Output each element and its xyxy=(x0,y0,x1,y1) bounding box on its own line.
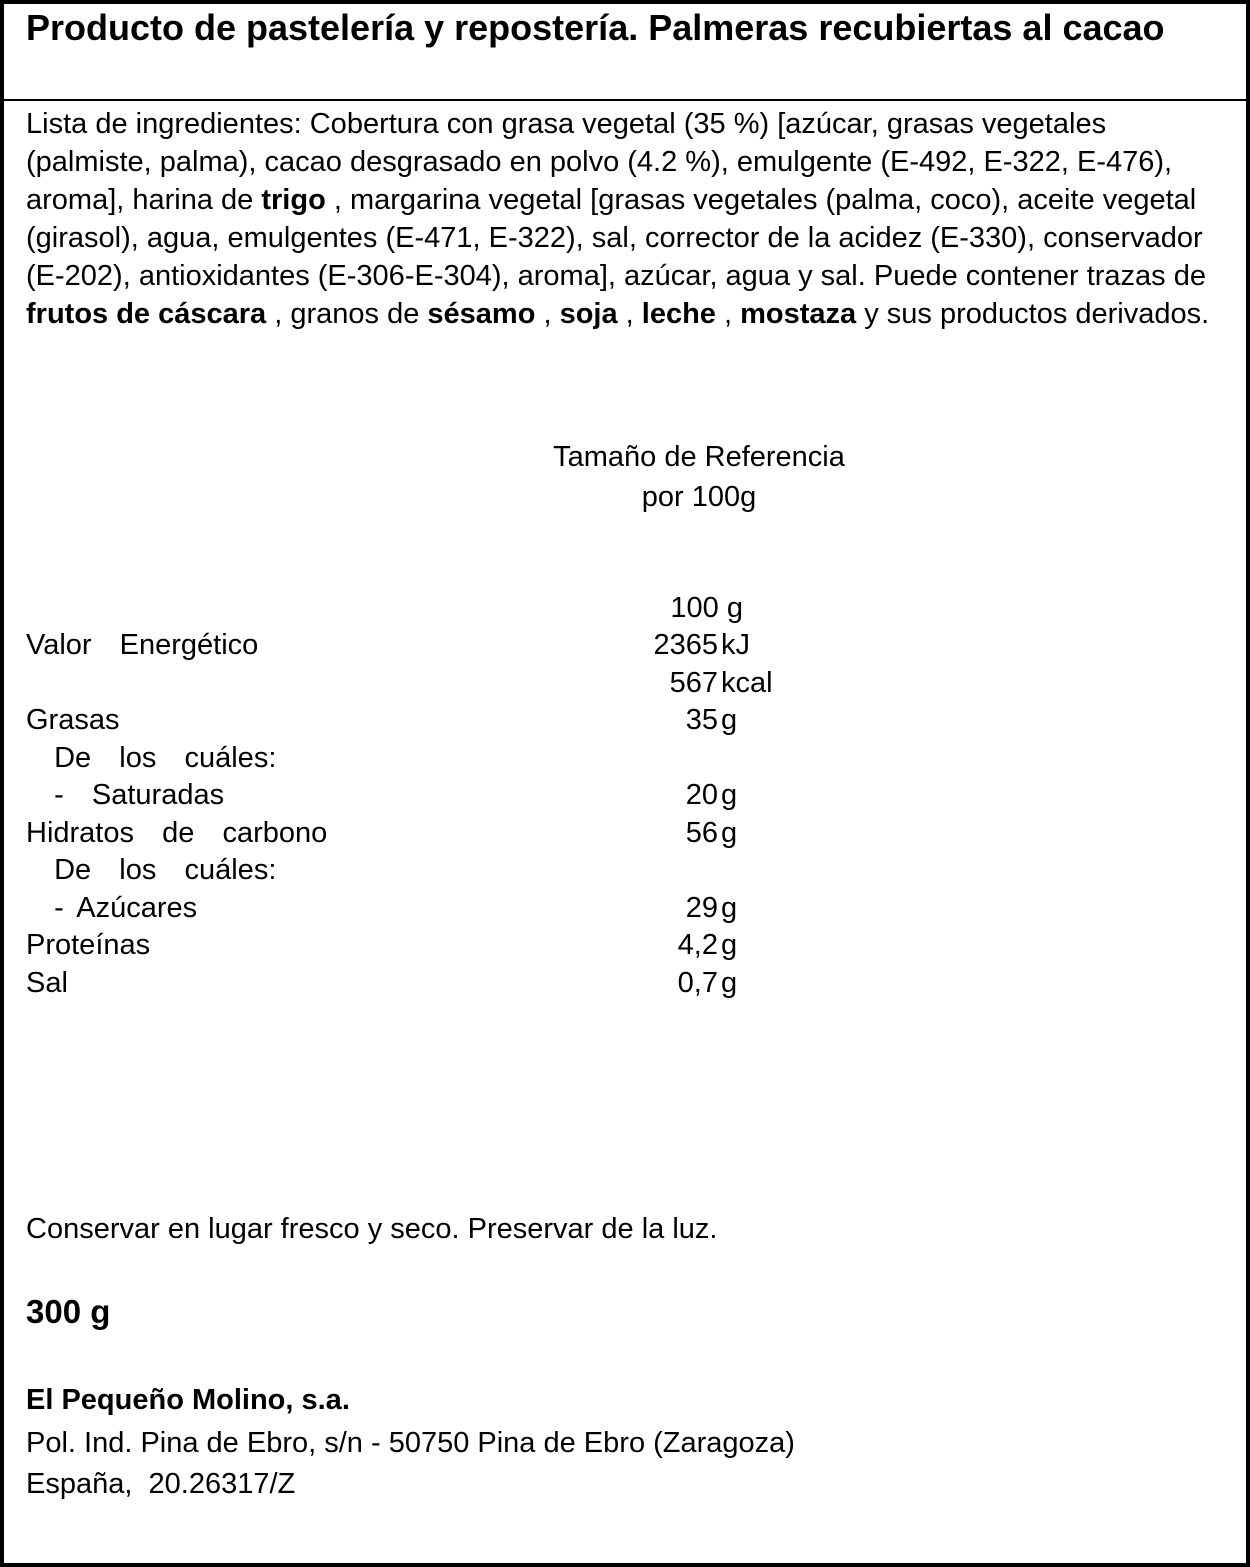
nutrition-row-unit: g xyxy=(721,817,738,849)
manufacturer-name: El Pequeño Molino, s.a. xyxy=(26,1384,350,1416)
nutrition-row-label: Proteínas xyxy=(26,929,151,961)
ingredient-text: , margarina vegetal [grasas vegetales (palma, coco), aceite vegetal (girasol), agua, emulgentes (E-471, E-322), sal, corrector de la acidez (E-330), conservador (E-202), antioxidantes (E-306-E-304), aroma], azúcar, agua y sal. Puede contener trazas de xyxy=(26,184,1206,292)
nutrition-row-unit: g xyxy=(721,704,738,736)
nutrition-row-value: 4,2 xyxy=(677,929,718,961)
nutrition-row-unit: kJ xyxy=(721,629,750,661)
nutrition-row-unit: g xyxy=(721,892,738,924)
storage-instructions: Conservar en lugar fresco y seco. Preservar de la luz. xyxy=(26,1213,718,1245)
allergen-text: mostaza xyxy=(740,298,857,330)
nutrition-row-value: 35 xyxy=(685,704,718,736)
nutrition-row-value: 29 xyxy=(685,892,718,924)
ingredient-text: , xyxy=(617,298,642,330)
nutrition-row-value: 2365 xyxy=(653,629,718,661)
nutrition-row-label: De los cuáles: xyxy=(26,854,277,886)
nutrition-row-unit: g xyxy=(721,929,738,961)
nutrition-row-value: 0,7 xyxy=(677,967,718,999)
ingredient-text: y sus productos derivados. xyxy=(856,298,1210,330)
nutrition-row-label: Grasas xyxy=(26,704,120,736)
allergen-text: sésamo xyxy=(427,298,536,330)
nutrition-row-label: De los cuáles: xyxy=(26,742,277,774)
ingredients-text xyxy=(26,105,1226,333)
nutrition-row-unit: g xyxy=(721,967,738,999)
nutrition-row-value: 56 xyxy=(685,817,718,849)
nutrition-row-unit: g xyxy=(721,779,738,811)
reference-size-label: Tamaño de Referencia xyxy=(553,441,845,473)
nutrition-row-label: - Saturadas xyxy=(26,779,225,811)
manufacturer-address: Pol. Ind. Pina de Ebro, s/n - 50750 Pina de Ebro (Zaragoza) xyxy=(26,1427,795,1459)
allergen-text: leche xyxy=(641,298,716,330)
nutrition-row-label: - Azúcares xyxy=(26,892,198,924)
net-weight: 300 g xyxy=(26,1293,111,1330)
nutrition-row-label: Hidratos de carbono xyxy=(26,817,328,849)
nutrition-row-unit: kcal xyxy=(721,667,773,699)
ingredient-text: , xyxy=(535,298,560,330)
manufacturer-country-reg: España, 20.26317/Z xyxy=(26,1468,296,1500)
nutrition-row-label: Sal xyxy=(26,967,68,999)
product-title: Producto de pastelería y repostería. Palmeras recubiertas al cacao xyxy=(26,7,1165,48)
allergen-text: trigo xyxy=(261,184,326,216)
ingredient-text: , xyxy=(715,298,741,330)
nutrition-row-value: 567 xyxy=(669,667,718,699)
ingredient-text: Lista de ingredientes: Cobertura con grasa vegetal (35 %) [azúcar, grasas vegetales (palmiste, palma), cacao desgrasado en polvo (4.2 %), emulgente (E-492, E-322, E-476), aroma], harina de xyxy=(26,108,1173,216)
allergen-text: soja xyxy=(559,298,618,330)
nutrition-row-label: Valor Energético xyxy=(26,629,259,661)
title-box xyxy=(4,4,1246,101)
nutrition-column-header: 100 g xyxy=(670,592,743,624)
nutrition-row-value: 20 xyxy=(685,779,718,811)
allergen-text: frutos de cáscara xyxy=(26,298,267,330)
reference-per-label: por 100g xyxy=(641,481,757,513)
ingredient-text: , granos de xyxy=(266,298,428,330)
